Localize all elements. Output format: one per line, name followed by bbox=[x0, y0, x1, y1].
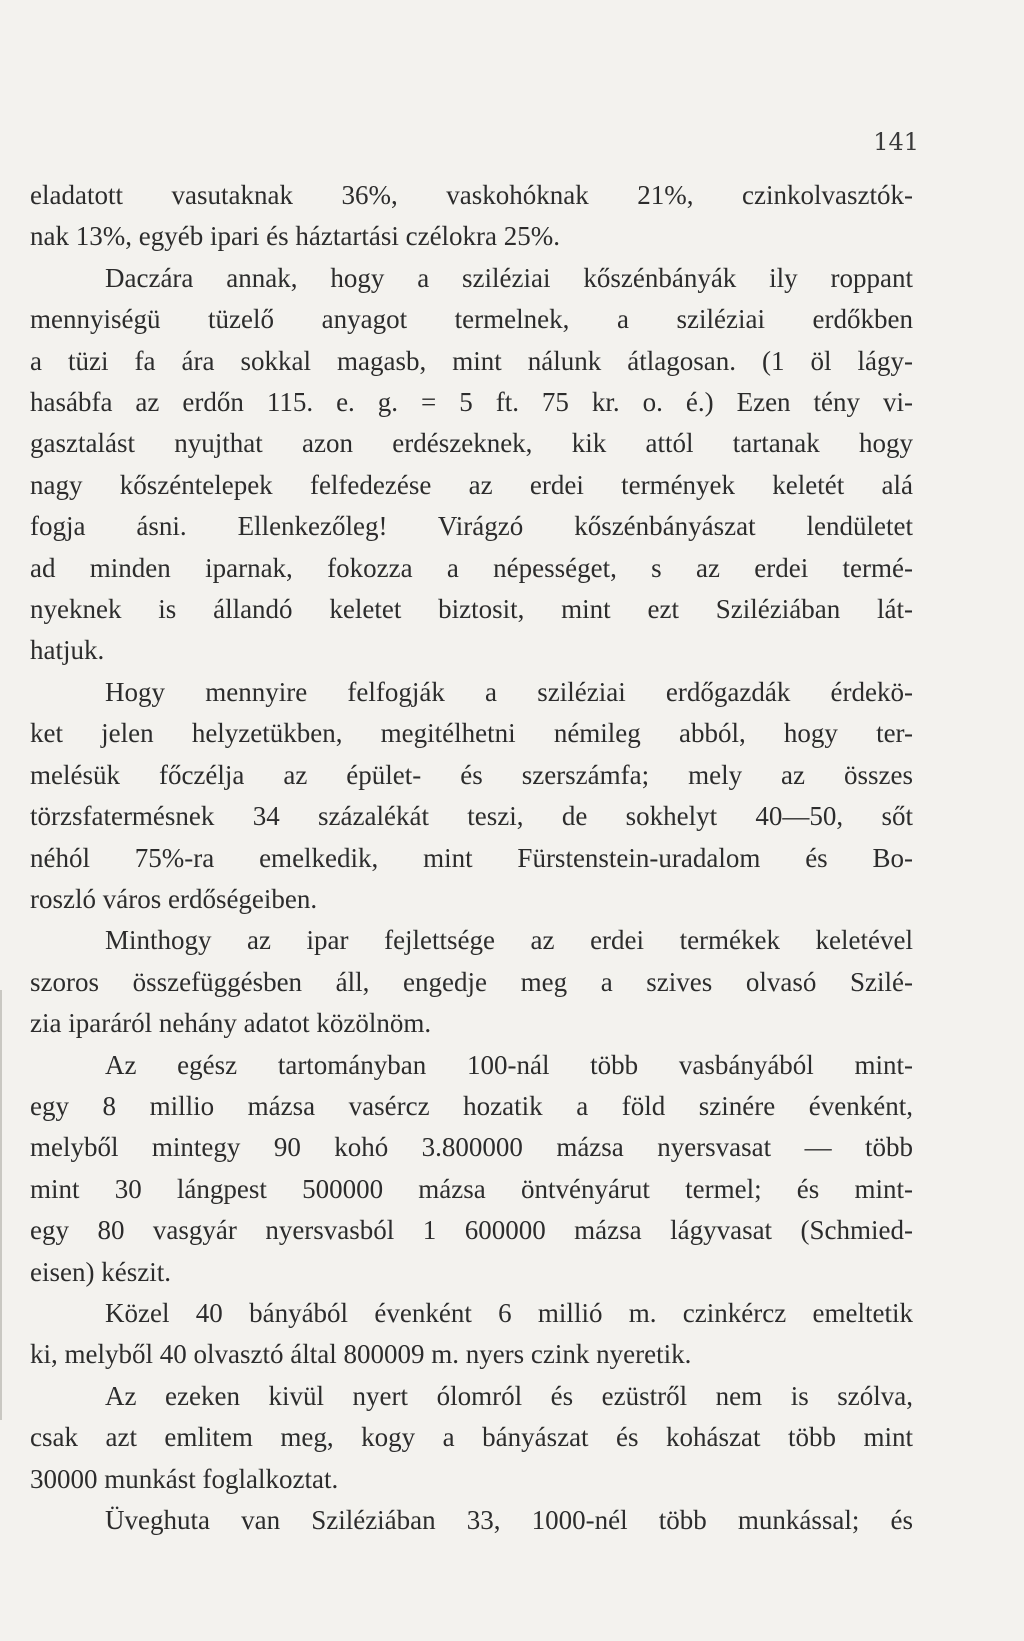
text-line: a tüzi fa ára sokkal magasb, mint nálunk átlagosan. (1 öl lágy- bbox=[30, 345, 913, 376]
text-line: Üveghuta van Sziléziában 33, 1000-nél több munkással; és bbox=[105, 1505, 913, 1535]
text-line: Daczára annak, hogy a sziléziai kőszénbányák ily roppant bbox=[105, 262, 913, 293]
text-line: Közel 40 bányából évenként 6 millió m. czinkércz emeltetik bbox=[105, 1297, 913, 1328]
text-line: csak azt emlitem meg, kogy a bányászat és kohászat több mint bbox=[30, 1422, 913, 1453]
text-line: nyeknek is állandó keletet biztosit, mint ezt Sziléziában lát- bbox=[30, 594, 913, 625]
text-line: néhól 75%-ra emelkedik, mint Fürstenstein-uradalom és Bo- bbox=[30, 842, 913, 873]
text-line: Minthogy az ipar fejlettsége az erdei termékek keletével bbox=[105, 925, 913, 956]
text-line: melyből mintegy 90 kohó 3.800000 mázsa nyersvasat — több bbox=[30, 1132, 913, 1163]
text-line: nagy kőszéntelepek felfedezése az erdei termények keletét alá bbox=[30, 469, 913, 500]
text-line: mint 30 lángpest 500000 mázsa öntvényárut termel; és mint- bbox=[30, 1173, 913, 1204]
text-line: zia iparáról nehány adatot közölnöm. bbox=[30, 1008, 432, 1039]
text-line: roszló város erdőségeiben. bbox=[30, 883, 318, 914]
text-line: ki, melyből 40 olvasztó által 800009 m. nyers czink nyeretik. bbox=[30, 1339, 692, 1370]
text-line: törzsfatermésnek 34 százalékát teszi, de sokhelyt 40—50, sőt bbox=[30, 801, 913, 832]
text-line: szoros összefüggésben áll, engedje meg a szives olvasó Szilé- bbox=[30, 966, 913, 997]
text-line: egy 8 millio mázsa vasércz hozatik a föld szinére évenként, bbox=[30, 1090, 913, 1121]
text-line: melésük főczélja az épület- és szerszámfa; mely az összes bbox=[30, 759, 913, 790]
text-line: Az ezeken kivül nyert ólomról és ezüstről nem is szólva, bbox=[105, 1380, 913, 1411]
text-line: eladatott vasutaknak 36%, vaskohóknak 21%, czinkolvasztók- bbox=[30, 180, 913, 210]
text-line: hatjuk. bbox=[30, 635, 105, 666]
page-number: 141 bbox=[873, 128, 919, 156]
page-edge-shadow bbox=[0, 990, 2, 1420]
text-line: Az egész tartományban 100-nál több vasbányából mint- bbox=[105, 1049, 913, 1080]
text-line: nak 13%, egyéb ipari és háztartási czélokra 25%. bbox=[30, 221, 561, 252]
text-line: eisen) készit. bbox=[30, 1256, 171, 1287]
text-line: ad minden iparnak, fokozza a népességet, s az erdei termé- bbox=[30, 552, 913, 583]
body-text bbox=[30, 175, 913, 1541]
text-line: fogja ásni. Ellenkezőleg! Virágzó kőszénbányászat lendületet bbox=[30, 511, 913, 542]
text-line: egy 80 vasgyár nyersvasból 1 600000 mázsa lágyvasat (Schmied- bbox=[30, 1215, 913, 1246]
text-line: mennyiségü tüzelő anyagot termelnek, a sziléziai erdőkben bbox=[30, 304, 913, 335]
text-line: hasábfa az erdőn 115. e. g. = 5 ft. 75 kr. o. é.) Ezen tény vi- bbox=[30, 387, 913, 418]
text-line: Hogy mennyire felfogják a sziléziai erdőgazdák érdekö- bbox=[105, 676, 913, 707]
text-line: 30000 munkást foglalkoztat. bbox=[30, 1463, 339, 1494]
text-line: gasztalást nyujthat azon erdészeknek, kik attól tartanak hogy bbox=[30, 428, 913, 459]
text-line: ket jelen helyzetükben, megitélhetni némileg abból, hogy ter- bbox=[30, 718, 913, 749]
